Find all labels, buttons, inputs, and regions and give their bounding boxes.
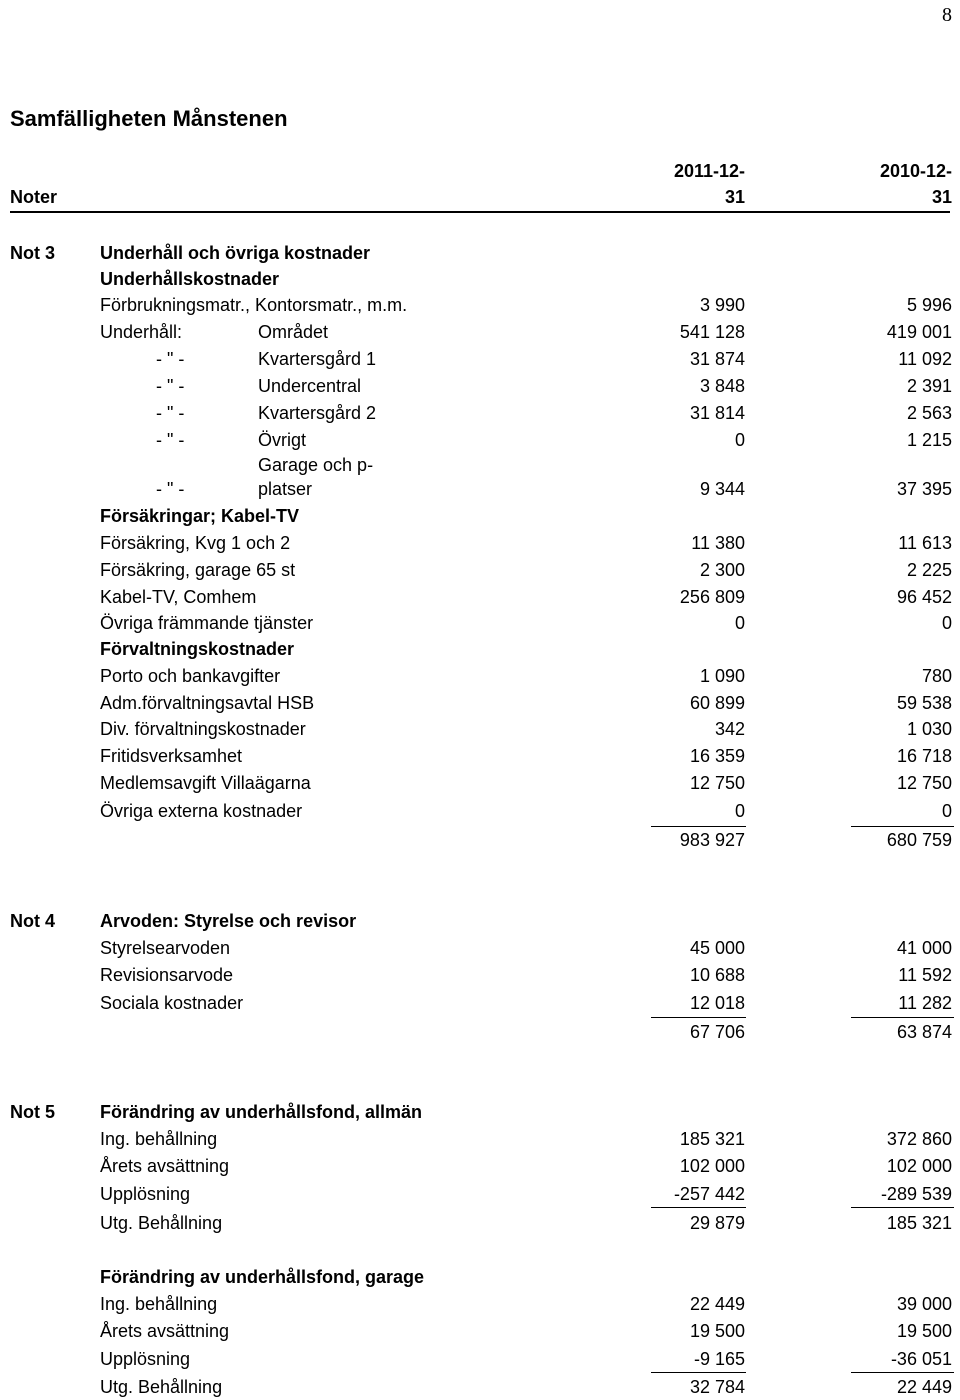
header-rule xyxy=(10,211,950,213)
table-row: Utg. Behållning 29 879 185 321 xyxy=(100,1213,952,1233)
table-row: - " - Kvartersgård 1 31 874 11 092 xyxy=(156,349,952,369)
table-row: Övriga externa kostnader 0 0 xyxy=(100,801,952,821)
section-heading: Underhåll och övriga kostnader xyxy=(100,243,371,263)
table-row: Utg. Behållning 32 784 22 449 xyxy=(100,1377,952,1397)
table-row: Sociala kostnader 12 018 11 282 xyxy=(100,993,952,1013)
table-row: - " - platser 9 344 37 395 xyxy=(156,479,952,499)
sum-line xyxy=(851,1017,954,1018)
table-row: Revisionsarvode 10 688 11 592 xyxy=(100,965,952,985)
section-heading: Förändring av underhållsfond, garage xyxy=(100,1267,425,1287)
table-row: Ing. behållning 185 321 372 860 xyxy=(100,1129,952,1149)
total-row: 67 706 63 874 xyxy=(689,1022,952,1042)
group-heading-row xyxy=(0,503,960,529)
table-row: Ing. behållning 22 449 39 000 xyxy=(100,1294,952,1314)
column-2011-header: 2011-12- 31 xyxy=(673,161,745,207)
subheading-row xyxy=(0,266,960,292)
table-row: Förbrukningsmatr., Kontorsmatr., m.m. 3 990 5 996 xyxy=(100,295,952,315)
not4-heading-row xyxy=(0,908,960,934)
table-row: Upplösning -9 165 -36 051 xyxy=(100,1349,952,1369)
section-subheading: Underhållskostnader xyxy=(100,269,280,289)
table-row: Underhåll: Området 541 128 419 001 xyxy=(100,322,952,342)
noter-heading: Noter xyxy=(10,187,58,207)
not5-heading-row xyxy=(0,1099,960,1125)
sum-line xyxy=(651,1207,746,1208)
table-row: Adm.förvaltningsavtal HSB 60 899 59 538 xyxy=(100,693,952,713)
table-row: Garage och p- xyxy=(258,455,374,475)
sum-line xyxy=(851,1207,954,1208)
table-row: Styrelsearvoden 45 000 41 000 xyxy=(100,938,952,958)
sum-line xyxy=(851,1372,954,1373)
table-row: Fritidsverksamhet 16 359 16 718 xyxy=(100,746,952,766)
table-row: Försäkring, garage 65 st 2 300 2 225 xyxy=(100,560,952,580)
page-number: 8 xyxy=(942,4,952,26)
group-heading-row xyxy=(0,636,960,662)
table-row: - " - Kvartersgård 2 31 814 2 563 xyxy=(156,403,952,423)
note-label: Not 3 xyxy=(10,243,55,263)
table-row: Årets avsättning 19 500 19 500 xyxy=(100,1321,952,1341)
column-2010-header: 2010-12- 31 xyxy=(879,161,952,207)
table-row: Övriga främmande tjänster 0 0 xyxy=(100,613,952,633)
table-row: - " - Övrigt 0 1 215 xyxy=(156,430,952,450)
sum-line xyxy=(651,1017,746,1018)
table-row: Upplösning -257 442 -289 539 xyxy=(100,1184,952,1204)
table-row: Försäkring, Kvg 1 och 2 11 380 11 613 xyxy=(100,533,952,553)
not3-heading-row xyxy=(0,240,960,266)
page-title: Samfälligheten Månstenen xyxy=(10,106,288,131)
note-label: Not 4 xyxy=(10,911,55,931)
total-row: 983 927 680 759 xyxy=(679,830,952,850)
section-heading: Arvoden: Styrelse och revisor xyxy=(100,911,357,931)
table-row: - " - Undercentral 3 848 2 391 xyxy=(156,376,952,396)
sum-line xyxy=(651,1372,746,1373)
group-heading: Förvaltningskostnader xyxy=(100,639,295,659)
section-heading: Förändring av underhållsfond, allmän xyxy=(100,1102,423,1122)
table-row: Medlemsavgift Villaägarna 12 750 12 750 xyxy=(100,773,952,793)
garage-heading-row xyxy=(0,1264,960,1290)
table-row: Kabel-TV, Comhem 256 809 96 452 xyxy=(100,587,952,607)
group-heading: Försäkringar; Kabel-TV xyxy=(100,506,300,526)
note-label: Not 5 xyxy=(10,1102,55,1122)
table-row: Div. förvaltningskostnader 342 1 030 xyxy=(100,719,952,739)
table-row: Årets avsättning 102 000 102 000 xyxy=(100,1156,952,1176)
table-row: Porto och bankavgifter 1 090 780 xyxy=(100,666,952,686)
